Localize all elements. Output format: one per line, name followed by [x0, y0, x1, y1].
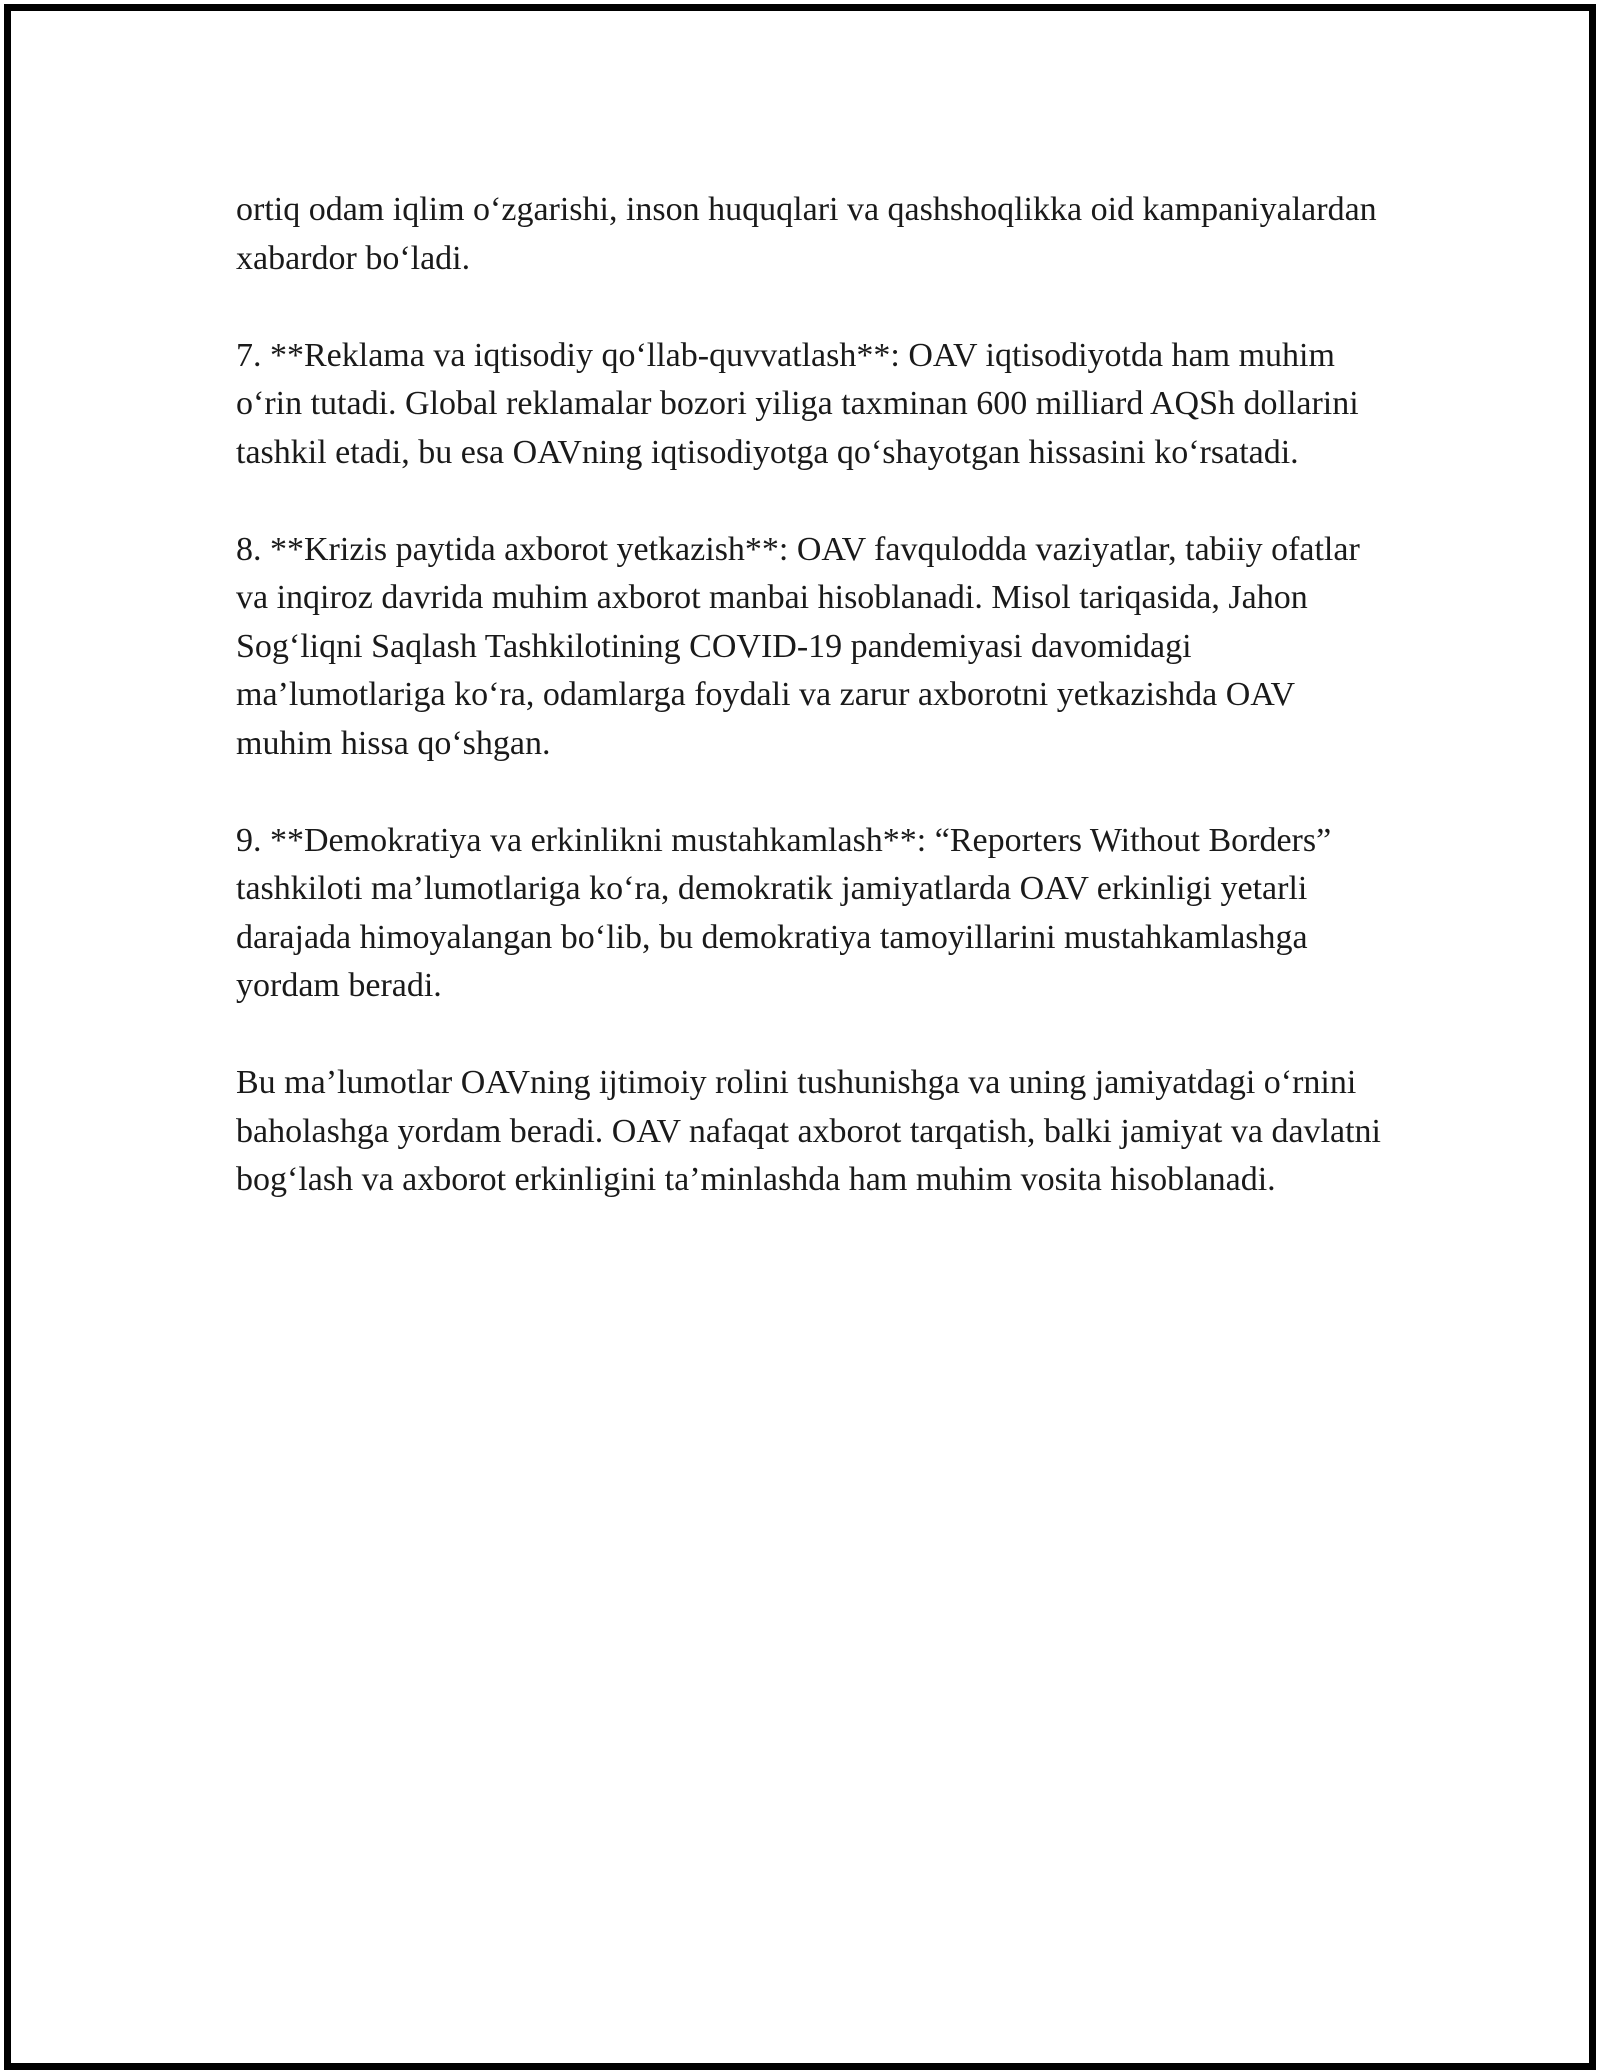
paragraph-item-8: 8. **Krizis paytida axborot yetkazish**: OAV favqulodda vaziyatlar, tabiiy ofatlar va inqiroz davrida muhim axborot manbai hisoblanadi. Misol tariqasida, Jahon Sog‘liqni Saqlash Tashkilotining COVID-19 pandemiyasi davomidagi ma’lumotlariga ko‘ra, odamlarga foydali va zarur axborotni yetkazishda OAV muhim hissa qo‘shgan. — [236, 530, 1360, 762]
paragraph-item-9: 9. **Demokratiya va erkinlikni mustahkamlash**: “Reporters Without Borders” tashkiloti ma’lumotlariga ko‘ra, demokratik jamiyatlarda OAV erkinligi yetarli darajada himoyalangan bo‘lib, bu demokratiya tamoyillarini mustahkamlashga yordam beradi. — [236, 821, 1332, 1004]
paragraph-conclusion: Bu ma’lumotlar OAVning ijtimoiy rolini tushunishga va uning jamiyatdagi o‘rnini baholashga yordam beradi. OAV nafaqat axborot tarqatish, balki jamiyat va davlatni bog‘lash va axborot erkinligini ta’minlashda ham muhim vosita hisoblanadi. — [236, 1064, 1381, 1198]
document-body — [236, 186, 1386, 1253]
paragraph-item-7: 7. **Reklama va iqtisodiy qo‘llab-quvvatlash**: OAV iqtisodiyotda ham muhim o‘rin tutadi. Global reklamalar bozori yiliga taxminan 600 milliard AQSh dollarini tashkil etadi, bu esa OAVning iqtisodiyotga qo‘shayotgan hissasini ko‘rsatadi. — [236, 336, 1359, 471]
paragraph-continuation: ortiq odam iqlim o‘zgarishi, inson huquqlari va qashshoqlikka oid kampaniyalardan xabardor bo‘ladi. — [236, 191, 1377, 277]
